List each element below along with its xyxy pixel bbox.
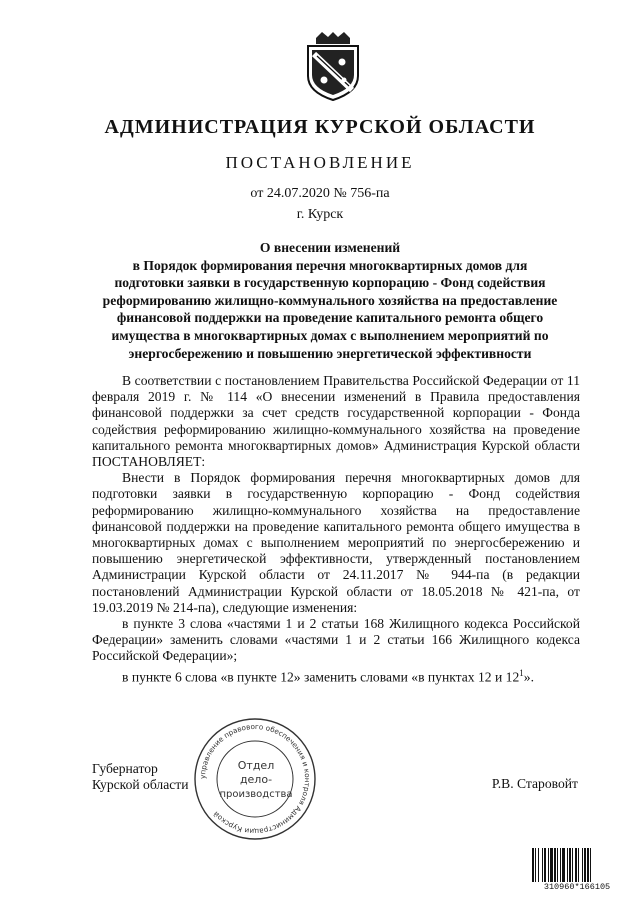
barcode-bar bbox=[557, 848, 558, 882]
title-line: энергосбережению и повышению энергетической эффективности bbox=[128, 345, 532, 361]
barcode-bar bbox=[590, 848, 591, 882]
title-line: финансовой поддержки на проведение капитального ремонта общего bbox=[116, 310, 544, 326]
barcode-bar bbox=[587, 848, 589, 882]
position-line: Курской области bbox=[92, 777, 189, 792]
stamp-ring-text: управление правового обеспечения и контроля Администрации Курской bbox=[197, 721, 313, 837]
document-type: ПОСТАНОВЛЕНИЕ bbox=[225, 153, 415, 172]
barcode-bar bbox=[575, 848, 577, 882]
barcode-bar bbox=[584, 848, 586, 882]
barcode-bar bbox=[544, 848, 546, 882]
title-line: имущества в многоквартирных домах с выполнением мероприятий по bbox=[111, 327, 549, 343]
title-line: реформированию жилищно-коммунального хозяйства на предоставление bbox=[102, 292, 558, 308]
paragraph-tail: ». bbox=[523, 669, 534, 685]
signatory-name: Р.В. Старовойт bbox=[491, 776, 578, 791]
signatory-position bbox=[92, 761, 189, 793]
title-line: О внесении изменений bbox=[259, 240, 401, 255]
stamp-line: дело- bbox=[239, 773, 273, 786]
barcode-bar bbox=[560, 848, 561, 882]
body-paragraph: в пункте 3 слова «частями 1 и 2 статьи 168 Жилищного кодекса Российской Федерации» заменить словами «частями 1 и 2 статьи 166 Жилищного кодекса Российской Федерации»; bbox=[92, 616, 580, 664]
stamp-line: производства bbox=[219, 789, 293, 800]
superscript: 1 bbox=[519, 667, 524, 678]
position-line: Губернатор bbox=[92, 761, 158, 776]
barcode-bar bbox=[572, 848, 573, 882]
title-line: подготовки заявки в государственную корпорацию - Фонд содействия bbox=[114, 275, 546, 291]
title-line: в Порядок формирования перечня многоквартирных домов для bbox=[132, 257, 528, 273]
barcode-bar bbox=[550, 848, 553, 882]
stamp-seal bbox=[190, 714, 320, 844]
barcode-bar bbox=[532, 848, 534, 882]
barcode-bar bbox=[569, 848, 571, 882]
barcode-number: 310960*166105 bbox=[529, 882, 625, 892]
barcode-bar bbox=[562, 848, 565, 882]
barcode-bar bbox=[578, 848, 579, 882]
barcode-bar bbox=[535, 848, 536, 882]
paragraph-text: в пункте 6 слова «в пункте 12» заменить словами «в пунктах 12 и 12 bbox=[122, 669, 520, 685]
barcode-bar bbox=[582, 848, 583, 882]
body-paragraph: Внести в Порядок формирования перечня многоквартирных домов для подготовки заявки в государственную корпорацию - Фонд содействия реформированию жилищно-коммунального хозяйства на предоставление финансовой поддержки на проведение капитального ремонта общего имущества в многоквартирных домах с выполнением мероприятий по энергосбережению и повышению энергетической эффективности, утвержденный постановлением Администрации Курской области от 24.11.2017 № 944-па (в редакции постановлений Администрации Курской области от 18.05.2018 № 421-па, от 19.03.2019 № 214-па), следующие изменения: bbox=[92, 470, 580, 615]
document-city: г. Курск bbox=[296, 207, 344, 222]
barcode-bar bbox=[567, 848, 568, 882]
document-title bbox=[80, 239, 580, 362]
body-paragraph: В соответствии с постановлением Правительства Российской Федерации от 11 февраля 2019 г. № 114 «О внесении изменений в Правила предоставления финансовой поддержки за счет средств государственной корпорации - Фонда содействия реформированию жилищно-коммунального хозяйства на проведение капитального ремонта многоквартирных домов» Администрация Курской области ПОСТАНОВЛЯЕТ: bbox=[92, 373, 580, 470]
barcode-bar bbox=[538, 848, 539, 882]
document-body bbox=[92, 373, 580, 685]
body-paragraph-last bbox=[92, 665, 580, 686]
barcode-bar bbox=[542, 848, 543, 882]
barcode-bar bbox=[554, 848, 556, 882]
stamp-line: Отдел bbox=[237, 759, 275, 772]
kursk-coat-of-arms-icon bbox=[304, 32, 362, 102]
organization-name: АДМИНИСТРАЦИЯ КУРСКОЙ ОБЛАСТИ bbox=[104, 116, 536, 138]
document-number: от 24.07.2020 № 756-па bbox=[250, 186, 390, 201]
barcode-bar bbox=[548, 848, 549, 882]
